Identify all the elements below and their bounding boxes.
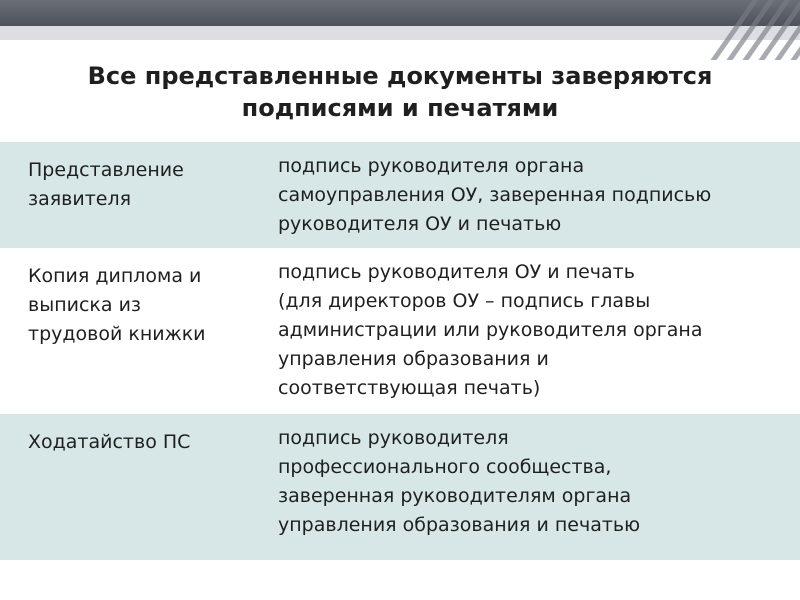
table-row bbox=[0, 142, 800, 248]
document-name-cell: Представление заявителя bbox=[28, 159, 184, 210]
table-row bbox=[0, 414, 800, 560]
header-accent-bar bbox=[0, 26, 800, 40]
signature-requirement-cell: подпись руководителя ОУ и печать (для директоров ОУ – подпись главы администрации или руководителя органа управления образования и соответствующая печать) bbox=[278, 261, 703, 399]
slide-title-line-1: Все представленные документы заверяются bbox=[87, 62, 713, 90]
slide-title bbox=[40, 60, 760, 124]
document-name-cell: Копия диплома и выписка из трудовой книжки bbox=[28, 265, 206, 345]
documents-table bbox=[0, 142, 800, 560]
corner-stripes-decoration bbox=[710, 0, 800, 60]
header-bar bbox=[0, 0, 800, 26]
signature-requirement-cell: подпись руководителя профессионального сообщества, заверенная руководителям органа управления образования и печатью bbox=[278, 427, 641, 536]
document-name-cell: Ходатайство ПС bbox=[28, 431, 191, 453]
signature-requirement-cell: подпись руководителя органа самоуправления ОУ, заверенная подписью руководителя ОУ и печатью bbox=[278, 155, 712, 235]
slide-title-line-2: подписями и печатями bbox=[241, 94, 559, 122]
table-row bbox=[0, 248, 800, 414]
